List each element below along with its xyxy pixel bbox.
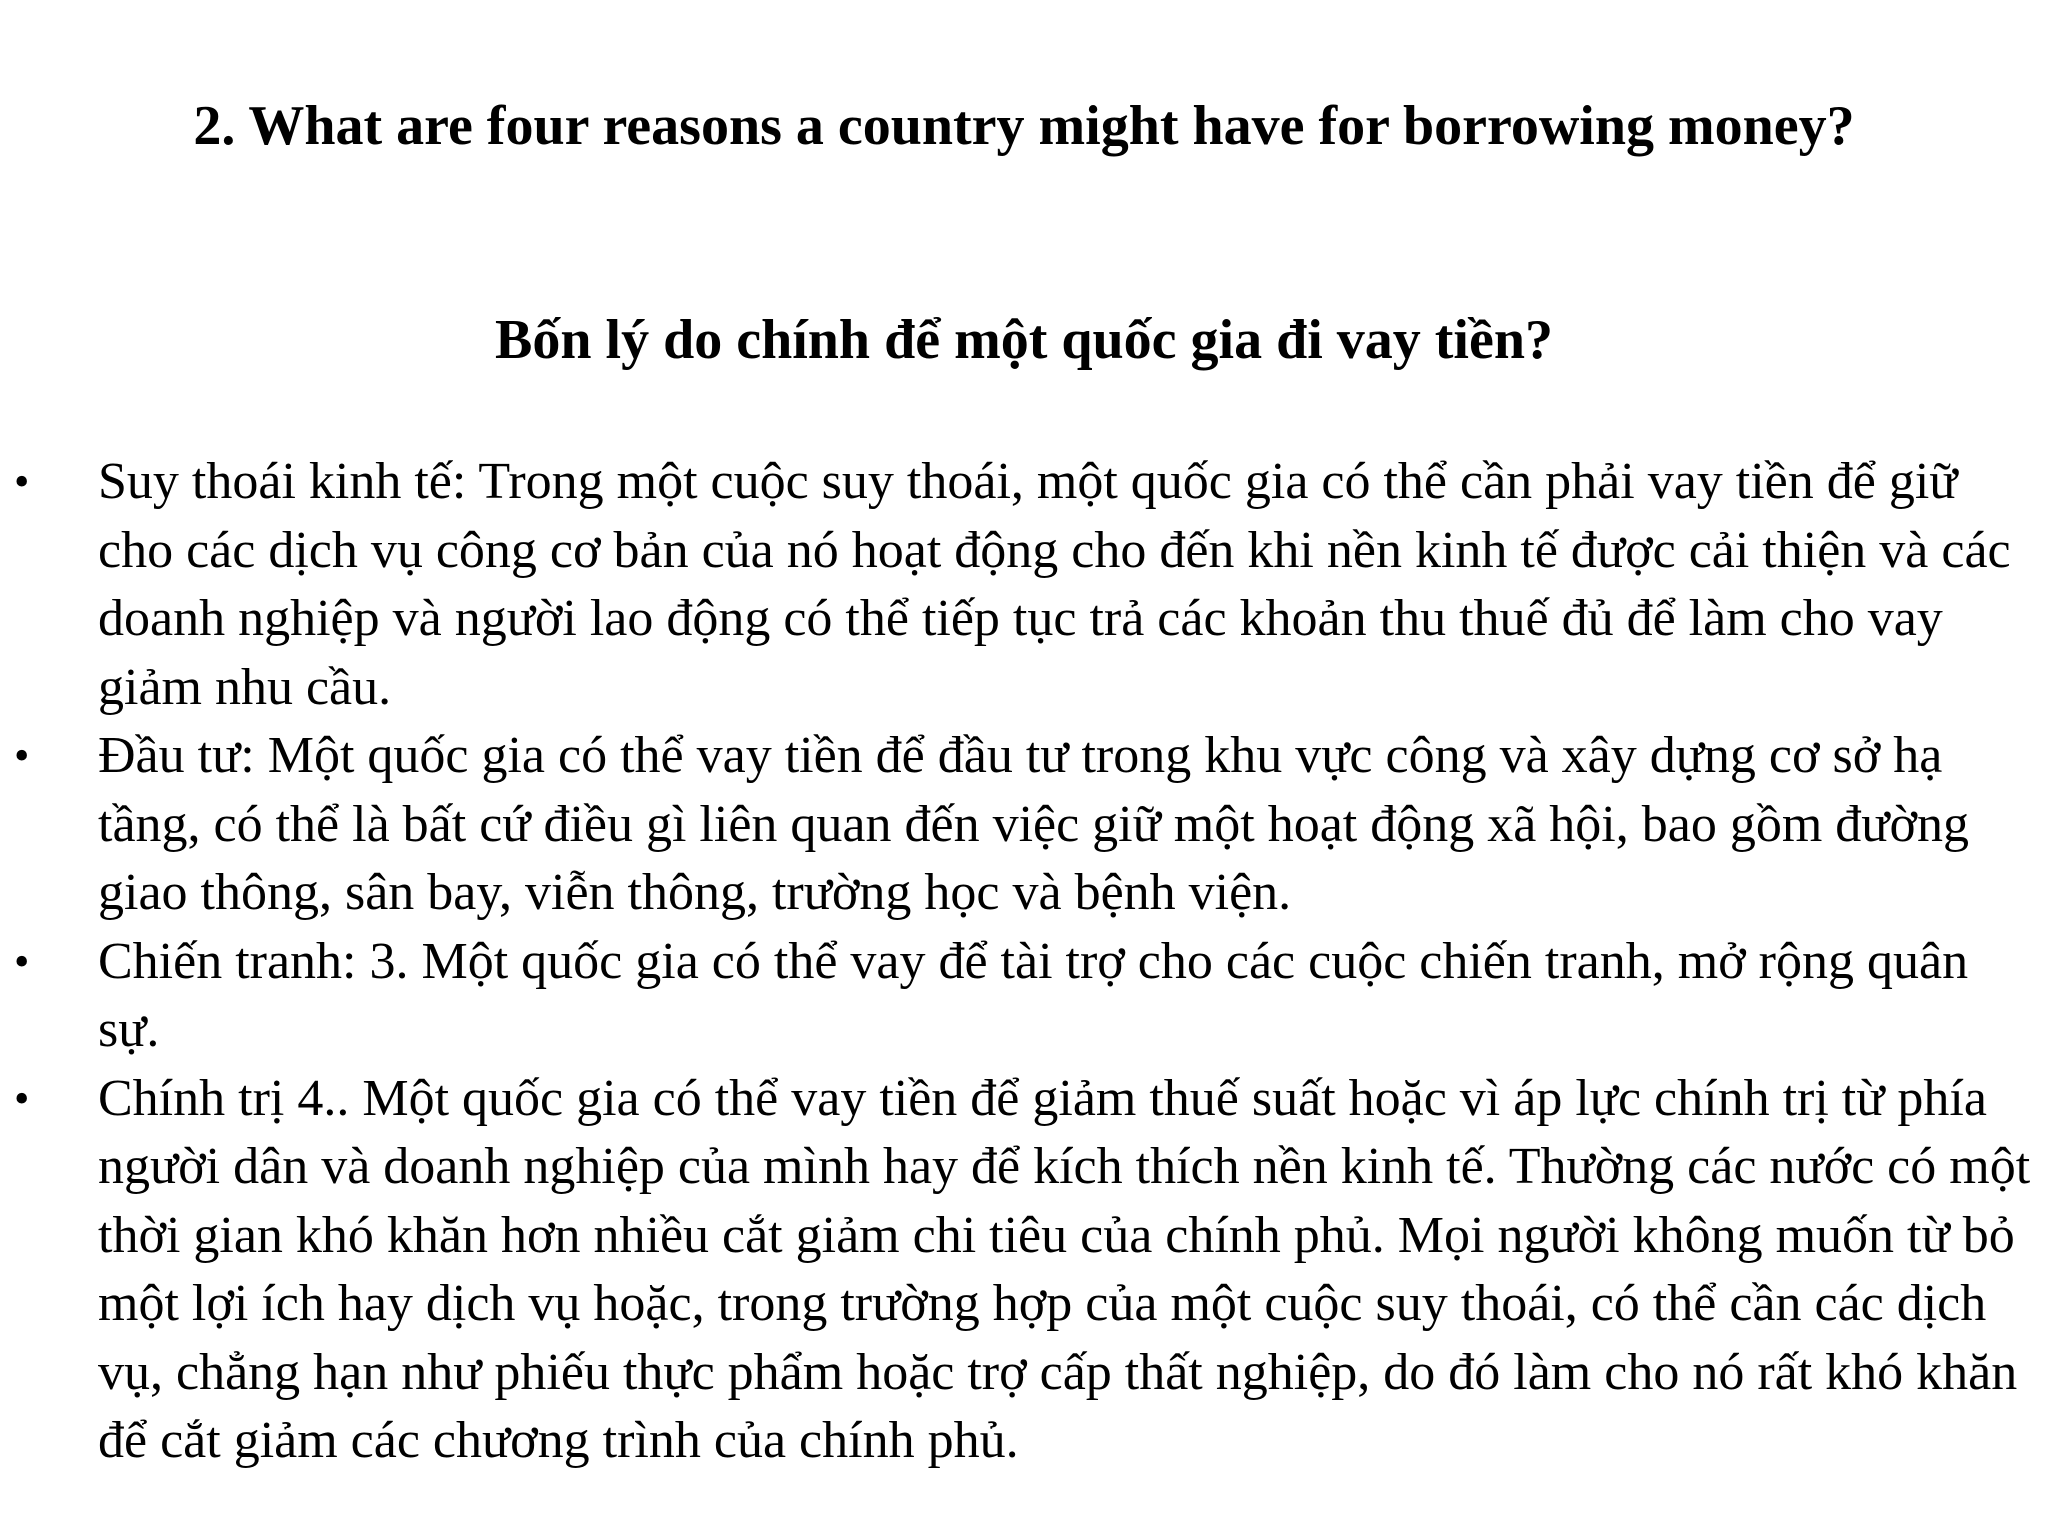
- bullet-dot-icon: •: [14, 936, 30, 986]
- bullet-text-war: Chiến tranh: 3. Một quốc gia có thể vay để tài trợ cho các cuộc chiến tranh, mở rộng quân sự.: [98, 932, 1969, 1058]
- bullet-text-politics: Chính trị 4.. Một quốc gia có thể vay tiền để giảm thuế suất hoặc vì áp lực chính trị từ phía người dân và doanh nghiệp của mình hay để kích thích nền kinh tế. Thường các nước có một thời gian khó khăn hơn nhiều cắt giảm chi tiêu của chính phủ. Mọi người không muốn từ bỏ một lợi ích hay dịch vụ hoặc, trong trường hợp của một cuộc suy thoái, có thể cần các dịch vụ, chẳng hạn như phiếu thực phẩm hoặc trợ cấp thất nghiệp, do đó làm cho nó rất khó khăn để cắt giảm các chương trình của chính phủ.: [98, 1069, 2031, 1469]
- title-english: 2. What are four reasons a country might have for borrowing money?: [193, 95, 1855, 157]
- bullet-dot-icon: •: [14, 457, 30, 506]
- bullet-text-recession: Suy thoái kinh tế: Trong một cuộc suy thoái, một quốc gia có thể cần phải vay tiền để giữ cho các dịch vụ công cơ bản của nó hoạt động cho đến khi nền kinh tế được cải thiện và các doanh nghiệp và người lao động có thể tiếp tục trả các khoản thu thuế đủ để làm cho vay giảm nhu cầu.: [98, 453, 2011, 716]
- title-vietnamese: Bốn lý do chính để một quốc gia đi vay tiền?: [495, 309, 1553, 371]
- bullet-item-investment: [0, 722, 2048, 928]
- bullet-list: [0, 448, 2048, 1476]
- bullet-item-recession: [0, 448, 2048, 722]
- bullet-item-politics: [0, 1065, 2048, 1476]
- bullet-item-war: [0, 928, 2048, 1065]
- bullet-dot-icon: •: [14, 1073, 30, 1123]
- bullet-text-investment: Đầu tư: Một quốc gia có thể vay tiền để đầu tư trong khu vực công và xây dựng cơ sở hạ tầng, có thể là bất cứ điều gì liên quan đến việc giữ một hoạt động xã hội, bao gồm đường giao thông, sân bay, viễn thông, trường học và bệnh viện.: [98, 727, 1969, 921]
- bullet-dot-icon: •: [14, 731, 30, 780]
